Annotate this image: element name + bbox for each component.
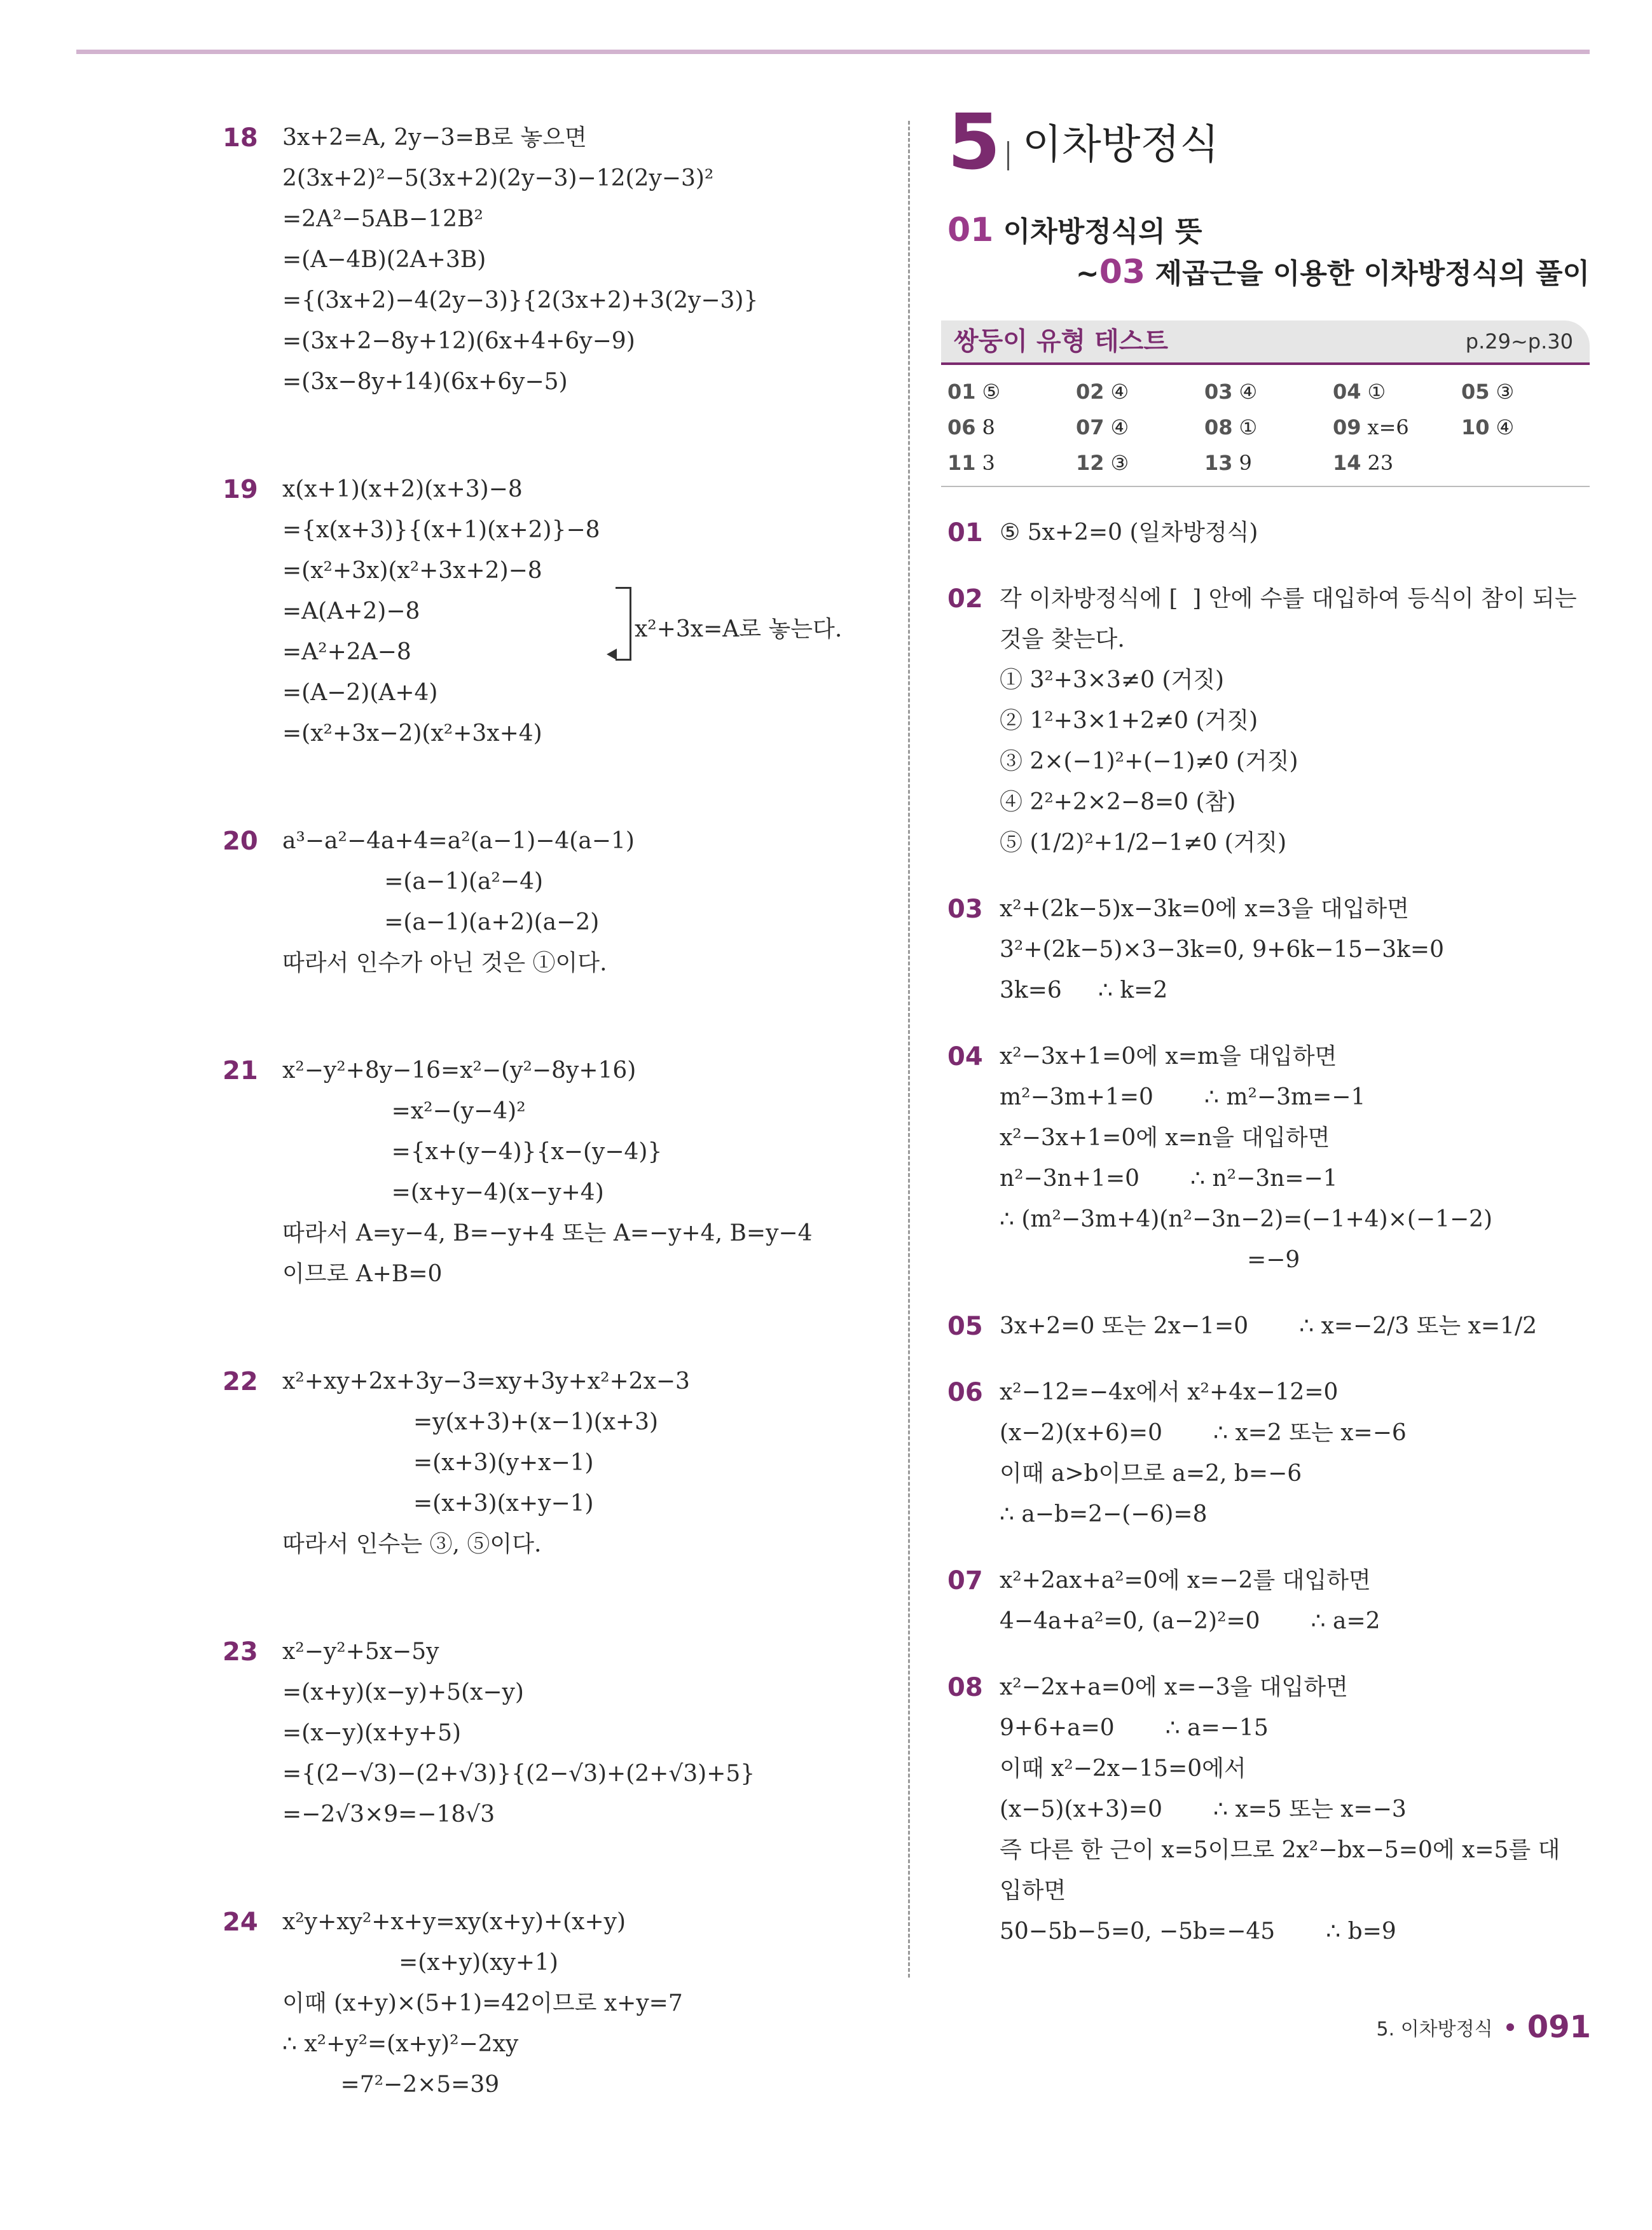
problem-number: 19 [223,475,258,504]
solution-line: 이때 x²−2x−15=0에서 [1000,1756,1246,1782]
problem-19 [223,469,897,754]
answer-number: 02 [1076,380,1105,404]
answer-cell [947,374,1076,410]
solution-line: x²+2ax+a²=0에 x=−2를 대입하면 [1000,1567,1371,1593]
problem-08 [941,1667,1590,1952]
section-line-2 [1076,252,1590,294]
answer-cell [1076,410,1204,445]
answer-cell [1076,374,1204,410]
substitution-note: x²+3x=A로 놓는다. [635,616,843,642]
problem-solution [1000,579,1590,864]
answer-value: ① [1239,415,1258,439]
solution-line: x²−12=−4x에서 x²+4x−12=0 [1000,1379,1339,1405]
problem-solution [1000,1560,1590,1642]
problem-solution [1000,1306,1590,1347]
problem-03 [941,889,1590,1011]
solution-line: ① 3²+3×3≠0 (거짓) [1000,667,1225,693]
section-heading [941,210,1590,312]
solution-line: ={x+(y−4)}{x−(y−4)} [282,1139,663,1165]
answer-cell [1333,374,1461,410]
solution-line: x(x+1)(x+2)(x+3)−8 [282,476,523,502]
answer-value: ① [1367,380,1386,404]
solution-line: ={x(x+3)}{(x+1)(x+2)}−8 [282,517,600,543]
right-problem-list [941,513,1590,1952]
solution-line: 4−4a+a²=0, (a−2)²=0 ∴ a=2 [1000,1608,1380,1634]
section-number-end: 03 [1099,253,1146,291]
solution-line: ∴ a−b=2−(−6)=8 [1000,1501,1208,1527]
problem-23 [223,1632,897,1835]
answer-number: 03 [1204,380,1233,404]
solution-line: ={(2−√3)−(2+√3)}{(2−√3)+(2+√3)+5} [282,1761,755,1787]
answer-cell [1204,445,1333,481]
solution-line: (x−2)(x+6)=0 ∴ x=2 또는 x=−6 [1000,1420,1407,1446]
test-header [941,320,1590,365]
solution-line: ∴ (m²−3m+4)(n²−3n−2)=(−1+4)×(−1−2) [1000,1206,1493,1232]
solution-line: 따라서 A=y−4, B=−y+4 또는 A=−y+4, B=y−4 [282,1220,813,1246]
problem-solution [1000,1667,1590,1952]
solution-line: =(x+y)(x−y)+5(x−y) [282,1679,524,1705]
problem-number: 03 [947,895,983,924]
solution-line: 3x+2=0 또는 2x−1=0 ∴ x=−2/3 또는 x=1/2 [1000,1313,1537,1339]
chapter-title: 이차방정식 [1022,121,1220,169]
solution-line: =(x+y)(xy+1) [282,1950,558,1976]
problem-number: 18 [223,123,258,153]
solution-line: =(A−4B)(2A+3B) [282,247,486,273]
problem-solution [282,118,897,403]
solution-line: =A(A+2)−8 [282,598,420,624]
answer-number: 11 [947,451,976,475]
left-column [223,118,897,2172]
test-title: 쌍둥이 유형 테스트 [954,327,1168,356]
answer-value: ④ [1110,380,1129,404]
solution-line: 이므로 A+B=0 [282,1261,443,1287]
answer-value: 8 [982,415,995,439]
solution-line: 9+6+a=0 ∴ a=−15 [1000,1715,1269,1741]
problem-number: 05 [947,1312,983,1341]
solution-line: x²y+xy²+x+y=xy(x+y)+(x+y) [282,1909,626,1935]
left-problem-list [223,118,897,2105]
solution-line: =2A²−5AB−12B² [282,206,483,232]
solution-line: n²−3n+1=0 ∴ n²−3n=−1 [1000,1166,1338,1192]
solution-line: =(A−2)(A+4) [282,680,438,706]
solution-line: x²−3x+1=0에 x=m을 대입하면 [1000,1043,1337,1070]
footer-chapter: 5. 이차방정식 [1376,2018,1493,2041]
arrow-icon [607,649,617,660]
problem-18 [223,118,897,403]
solution-line: =(x²+3x)(x²+3x+2)−8 [282,558,542,584]
page-footer [1377,2009,1591,2045]
problem-solution [282,1902,897,2105]
problem-number: 04 [947,1042,983,1071]
solution-line: =x²−(y−4)² [282,1098,526,1124]
solution-line: =(3x+2−8y+12)(6x+4+6y−9) [282,328,635,354]
footer-dot [1506,2023,1514,2031]
solution-line: ∴ x²+y²=(x+y)²−2xy [282,2031,519,2057]
answer-value: ④ [1496,415,1515,439]
answer-value: ④ [1110,415,1129,439]
answer-number: 04 [1333,380,1361,404]
solution-line: ={(3x+2)−4(2y−3)}{2(3x+2)+3(2y−3)} [282,287,759,313]
answer-cell [1333,410,1461,445]
solution-line: =−2√3×9=−18√3 [282,1801,495,1827]
solution-line: 3k=6 ∴ k=2 [1000,977,1168,1003]
answer-number: 08 [1204,415,1233,439]
problem-solution [282,1361,897,1565]
problem-20 [223,821,897,984]
answer-number: 12 [1076,451,1105,475]
solution-line: =(a−1)(a+2)(a−2) [282,909,600,935]
solution-line: 이때 (x+y)×(5+1)=42이므로 x+y=7 [282,1990,683,2016]
problem-solution [282,1050,897,1295]
section-number-start: 01 [947,211,994,249]
answer-cell [947,410,1076,445]
problem-number: 24 [223,1908,258,1937]
answer-value: ③ [1110,451,1129,475]
problem-21 [223,1050,897,1295]
problem-02 [941,579,1590,864]
answer-grid [941,374,1590,487]
solution-line: 입하면 [1000,1878,1066,1904]
answer-number: 13 [1204,451,1233,475]
solution-line: =A²+2A−8 [282,639,411,665]
answer-value: 9 [1239,451,1252,475]
solution-line: 따라서 인수가 아닌 것은 ①이다. [282,950,607,976]
section-title-1: 이차방정식의 뜻 [1003,216,1202,248]
section-line-1 [947,210,1202,252]
chapter-divider [1007,141,1009,170]
solution-line: m²−3m+1=0 ∴ m²−3m=−1 [1000,1084,1366,1110]
problem-07 [941,1560,1590,1642]
answer-cell [1461,374,1590,410]
answer-number: 06 [947,415,976,439]
solution-line: 즉 다른 한 근이 x=5이므로 2x²−bx−5=0에 x=5를 대 [1000,1837,1560,1863]
problem-04 [941,1036,1590,1281]
answer-value: 23 [1367,451,1394,475]
column-divider [908,121,910,1978]
solution-line: ③ 2×(−1)²+(−1)≠0 (거짓) [1000,748,1298,774]
solution-line: 따라서 인수는 ③, ⑤이다. [282,1531,542,1557]
problem-number: 22 [223,1367,258,1396]
solution-line: 3x+2=A, 2y−3=B로 놓으면 [282,125,587,151]
chapter-number: 5 [947,99,1001,187]
problem-number: 08 [947,1673,983,1702]
answer-value: ③ [1496,380,1515,404]
answer-cell [1076,445,1204,481]
answer-cell [1333,445,1461,481]
solution-line: ④ 2²+2×2−8=0 (참) [1000,789,1236,815]
answer-number: 07 [1076,415,1105,439]
solution-line: =y(x+3)+(x−1)(x+3) [282,1409,659,1435]
problem-24 [223,1902,897,2105]
problem-number: 02 [947,584,983,614]
solution-line: =7²−2×5=39 [282,2072,500,2098]
page-number: 091 [1527,2009,1591,2045]
chapter-header [941,99,1590,197]
answer-cell [1204,410,1333,445]
solution-line: (x−5)(x+3)=0 ∴ x=5 또는 x=−3 [1000,1796,1407,1822]
answer-value: 3 [982,451,995,475]
solution-line: =(a−1)(a²−4) [282,869,544,895]
problem-06 [941,1372,1590,1535]
problem-solution [1000,513,1590,553]
answer-value: x=6 [1367,415,1409,439]
solution-line: x²−2x+a=0에 x=−3을 대입하면 [1000,1674,1348,1700]
substitution-bracket [616,587,631,661]
answer-cell [1204,374,1333,410]
answer-value: ⑤ [982,380,1001,404]
solution-line: 것을 찾는다. [1000,626,1125,652]
problem-solution [282,821,897,984]
test-pages: p.29∼p.30 [1465,329,1573,354]
problem-solution [1000,1036,1590,1281]
problem-solution [282,1632,897,1835]
problem-number: 20 [223,827,258,856]
solution-line: =−9 [1000,1247,1300,1273]
problem-number: 21 [223,1056,258,1085]
solution-line: x²−y²+5x−5y [282,1639,439,1665]
answer-number: 10 [1461,415,1490,439]
problem-number: 01 [947,518,983,547]
solution-line: 50−5b−5=0, −5b=−45 ∴ b=9 [1000,1918,1396,1944]
problem-number: 06 [947,1378,983,1407]
solution-line: =(x+3)(x+y−1) [282,1490,594,1517]
problem-number: 07 [947,1566,983,1595]
solution-line: x²−y²+8y−16=x²−(y²−8y+16) [282,1057,637,1084]
solution-line: x²+xy+2x+3y−3=xy+3y+x²+2x−3 [282,1368,690,1394]
solution-line: =(3x−8y+14)(6x+6y−5) [282,369,568,395]
answer-value: ④ [1239,380,1258,404]
solution-line: =(x+y−4)(x−y+4) [282,1180,604,1206]
solution-line: ⑤ 5x+2=0 (일차방정식) [1000,520,1258,546]
solution-line: ⑤ (1/2)²+1/2−1≠0 (거짓) [1000,830,1287,856]
problem-01 [941,513,1590,553]
problem-solution [1000,889,1590,1011]
solution-line: 3²+(2k−5)×3−3k=0, 9+6k−15−3k=0 [1000,937,1444,963]
answer-cell [1461,410,1590,445]
problem-number: 23 [223,1637,258,1667]
solution-line: =(x−y)(x+y+5) [282,1720,462,1746]
answer-number: 09 [1333,415,1361,439]
answer-number: 01 [947,380,976,404]
right-column [941,99,1590,1952]
answer-number: 05 [1461,380,1490,404]
problem-05 [941,1306,1590,1347]
solution-line: 각 이차방정식에 [ ] 안에 수를 대입하여 등식이 참이 되는 [1000,586,1577,612]
solution-line: 2(3x+2)²−5(3x+2)(2y−3)−12(2y−3)² [282,165,714,191]
solution-line: ② 1²+3×1+2≠0 (거짓) [1000,708,1258,734]
section-range-tilde: ∼ [1075,258,1099,290]
solution-line: =(x²+3x−2)(x²+3x+4) [282,720,542,747]
answer-cell [947,445,1076,481]
top-rule [76,50,1590,54]
solution-line: 이때 a>b이므로 a=2, b=−6 [1000,1461,1302,1487]
solution-line: a³−a²−4a+4=a²(a−1)−4(a−1) [282,828,635,854]
solution-line: x²+(2k−5)x−3k=0에 x=3을 대입하면 [1000,896,1409,922]
section-title-2: 제곱근을 이용한 이차방정식의 풀이 [1155,258,1590,290]
answer-number: 14 [1333,451,1361,475]
problem-solution [1000,1372,1590,1535]
solution-line: x²−3x+1=0에 x=n을 대입하면 [1000,1125,1330,1151]
solution-line: =(x+3)(y+x−1) [282,1450,594,1476]
problem-22 [223,1361,897,1565]
